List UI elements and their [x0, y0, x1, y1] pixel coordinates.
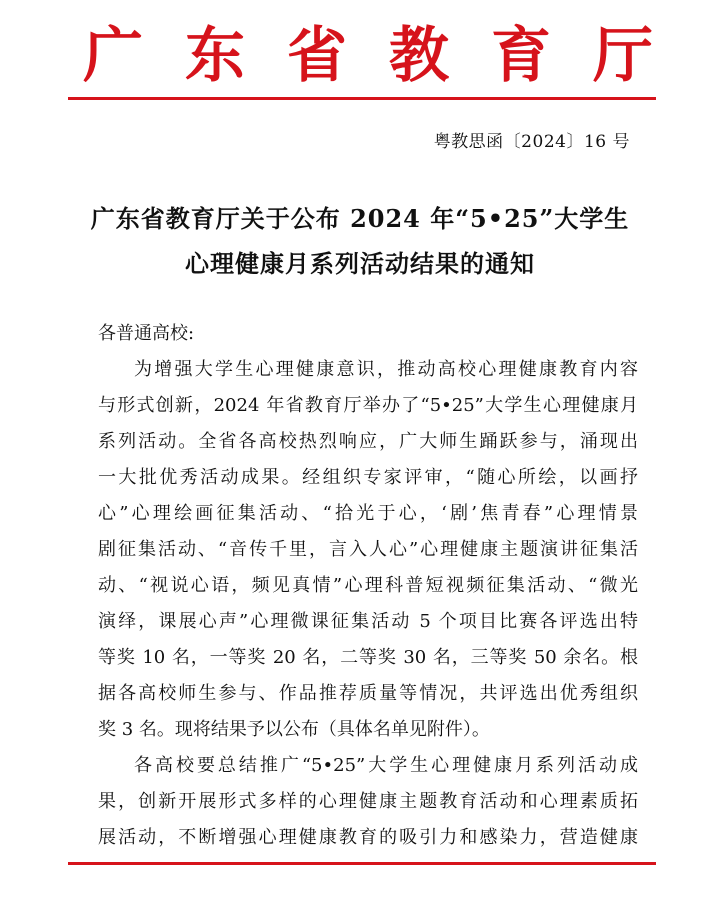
body-line: 一大批优秀活动成果。经组织专家评审，“随心所绘，以画抒 [98, 467, 638, 488]
body-line: 奖 3 名。现将结果予以公布（具体名单见附件）。 [98, 719, 490, 740]
masthead-char: 教 [389, 21, 449, 91]
body-line: 各高校要总结推广“5•25”大学生心理健康月系列活动成 [134, 755, 638, 776]
body-line: 据各高校师生参与、作品推荐质量等情况，共评选出优秀组织 [98, 683, 638, 704]
body-line: 心”心理绘画征集活动、“拾光于心，‘剧’焦青春”心理情景 [98, 503, 638, 524]
masthead-char: 育 [491, 21, 551, 91]
body-line: 等奖 10 名，一等奖 20 名，二等奖 30 名，三等奖 50 余名。根 [98, 647, 638, 668]
footer-divider [68, 862, 656, 865]
body-line: 剧征集活动、“音传千里，言入人心”心理健康主题演讲征集活 [98, 539, 638, 560]
masthead-char: 广 [83, 21, 143, 91]
salutation: 各普通高校: [98, 323, 195, 344]
title-line-2: 心理健康月系列活动结果的通知 [185, 249, 535, 278]
body-line: 展活动，不断增强心理健康教育的吸引力和感染力，营造健康 [98, 827, 638, 848]
header-divider [68, 97, 656, 100]
body-line: 为增强大学生心理健康意识，推动高校心理健康教育内容 [134, 359, 638, 380]
masthead-char: 厅 [593, 21, 653, 91]
masthead [0, 18, 720, 94]
body-line: 系列活动。全省各高校热烈响应，广大师生踊跃参与，涌现出 [98, 431, 638, 452]
body-line: 果，创新开展形式多样的心理健康主题教育活动和心理素质拓 [98, 791, 638, 812]
document-number: 粤教思函〔2024〕16 号 [433, 132, 630, 152]
masthead-char: 东 [185, 21, 245, 91]
masthead-char: 省 [287, 21, 347, 91]
title-line-1: 广东省教育厅关于公布 2024 年“5•25”大学生 [90, 204, 630, 233]
body-line: 动、“视说心语，频见真情”心理科普短视频征集活动、“微光 [98, 575, 638, 596]
body-line: 演绎，课展心声”心理微课征集活动 5 个项目比赛各评选出特 [98, 611, 638, 632]
body-line: 与形式创新，2024 年省教育厅举办了“5•25”大学生心理健康月 [98, 395, 638, 416]
